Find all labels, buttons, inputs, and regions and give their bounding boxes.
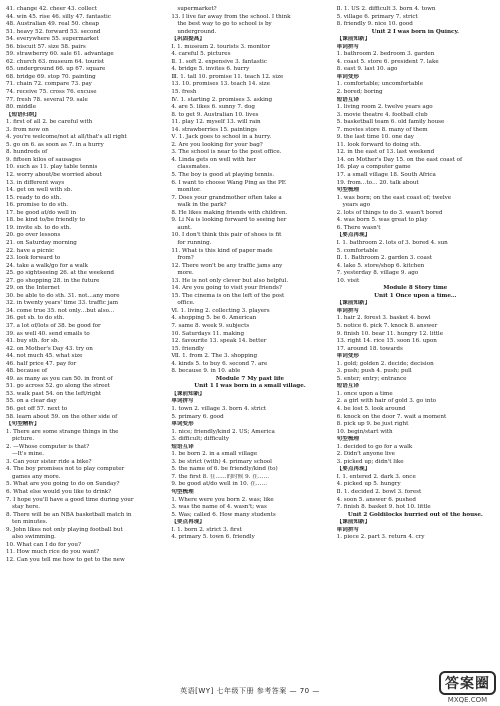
answer-line: 1. once upon a time: [336, 390, 393, 397]
section-label: 单词变形: [171, 421, 194, 428]
answer-line: 1. gold; golden 2. decide; decision: [336, 360, 434, 367]
answer-line: underground.: [177, 28, 217, 35]
answer-line: 9. Li Na is looking forward to seeing her: [171, 217, 287, 224]
answer-line: Ⅳ. 1. starting 2. promises 3. asking: [171, 96, 273, 103]
answer-line: 1. be born 2. in a small village: [171, 451, 258, 458]
answer-line: 8. hundreds of: [6, 149, 48, 156]
answer-line: 11. How much rice do you want?: [6, 549, 100, 556]
answer-line: stay here.: [12, 504, 41, 511]
answer-line: 5. What are you going to do on Sunday?: [6, 481, 120, 488]
answer-line: 62. church 63. museum 64. tourist: [6, 58, 105, 65]
answer-line: 8. east 9. last 10. ago: [336, 66, 398, 73]
answer-line: monitor.: [177, 187, 201, 194]
answer-line: 54. everywhere 55. supermarket: [6, 36, 99, 43]
answer-line: 23. look forward to: [6, 255, 61, 262]
answer-line: 46. half price 47. pay for: [6, 360, 77, 367]
answer-line: 4. are 5. likes 6. sunny 7. dog: [171, 104, 255, 111]
unit-heading: Unit 2 I was born in Quincy.: [371, 28, 460, 35]
answer-line: for running.: [177, 239, 212, 246]
answer-line: 41. change 42. cheer 43. collect: [6, 6, 97, 12]
answer-line: 12. favourite 13. speak 14. better: [171, 338, 267, 345]
answer-line: 14. Are you going to visit your friends?: [171, 285, 282, 292]
answer-line: the best way to go to school is by: [177, 21, 272, 28]
answer-line: 6. I want to choose Wang Ping as the PE: [171, 179, 286, 186]
section-label: 【课前知新】: [171, 390, 205, 397]
answer-line: 1. town 2. village 3. born 4. strict: [171, 405, 267, 412]
answer-line: 59. strawberry 60. sale 61. advantage: [6, 51, 114, 58]
section-label: 【课前知新】: [336, 300, 371, 307]
answer-line: 4. The boy promises not to play computer: [6, 466, 125, 473]
answer-line: 3. push; push 4. push; pull: [336, 368, 412, 375]
unit-heading: Module 7 My past life: [215, 375, 285, 382]
section-label: 【课前知新】: [336, 36, 371, 43]
answer-line: 7. the first 8. 在……的时候 9. 在……: [171, 473, 270, 480]
answer-line: 44. win 45. rise 46. silly 47. fantastic: [6, 13, 111, 20]
answer-line: 29. on the Internet: [6, 285, 60, 292]
answer-line: 56. biscuit 57. size 58. pairs: [6, 43, 86, 50]
answer-line: 13. He is not only clever but also helpful.: [171, 277, 289, 284]
answer-line: 68. bridge 69. stop 70. painting: [6, 73, 96, 80]
unit-heading: Unit 2 Goldilocks hurried out of the house.: [347, 511, 483, 518]
answer-line: 77. fresh 78. several 79. sale: [6, 96, 88, 103]
columns-container: [6, 6, 494, 676]
answer-line: 12. Can you tell me how to get to the new: [6, 556, 125, 563]
section-label: 【要点再现】: [171, 519, 205, 526]
answer-line: 13. I live far away from the school. I think: [171, 13, 291, 20]
section-label: 单词变形: [336, 353, 360, 360]
answer-line: 4. careful 5. pictures: [171, 51, 231, 58]
answer-line: 3. The school is near to the post office.: [171, 149, 282, 156]
section-label: 单词拼写: [336, 43, 360, 50]
answer-line: 51. go across 52. go along the street: [6, 383, 110, 390]
answer-line: 36. get sb. to do sth.: [6, 315, 65, 322]
section-label: 短语互译: [336, 383, 360, 390]
section-label: 句型梳理: [171, 489, 194, 495]
unit-heading: Unit 1 Once upon a time…: [374, 292, 457, 299]
answer-line: 4. lake 5. store/shop 6. kitchen: [336, 262, 425, 269]
answer-line: 15. The cinema is on the left of the post: [171, 292, 285, 299]
answer-line: 13. right 14. rice 15. soon 16. upon: [336, 338, 437, 345]
answer-line: 5. village 6. primary 7. strict: [336, 13, 418, 20]
answer-line: 49. as many as you can 50. in front of: [6, 375, 113, 382]
answer-line: 10. I don't think this pair of shoes is fit: [171, 232, 282, 239]
answer-line: 6. There wasn't: [336, 224, 381, 231]
answer-line: 9. the last time 10. one day: [336, 134, 414, 141]
answer-line: Ⅱ. 1. decided 2. bowl 3. forest: [336, 489, 422, 495]
answer-line: 11. What is this kind of paper made: [171, 247, 273, 254]
answer-line: 2. Are you looking for your bag?: [171, 141, 263, 148]
answer-line: 8. friendly 9. nice 10. good: [336, 21, 413, 28]
answer-line: 13. 10. promises 13. teach 14. size: [171, 81, 270, 88]
answer-line: 8. because 9. in 10. able: [171, 368, 241, 375]
answer-line: office.: [177, 300, 195, 307]
section-label: 短语互译: [336, 96, 360, 103]
answer-line: 65. underground 66. up 67. square: [6, 66, 106, 73]
answer-line: Ⅶ. 1. from 2. The 3. shopping: [171, 353, 258, 360]
answer-line: 10. begin/start with: [336, 428, 393, 435]
answer-line: 15. friendly: [171, 345, 204, 352]
answer-line: 34. come true 35. not only…but also…: [6, 307, 115, 314]
answer-line: 3. from now on: [6, 126, 49, 133]
section-label: 【要点再现】: [336, 232, 371, 239]
answer-line: 4. bridge 5. invites 6. hurry: [171, 66, 250, 73]
answer-line: 1. piece 2. part 3. return 4. cry: [336, 534, 425, 541]
answer-line: 4. picked up 5. hungry: [336, 481, 401, 488]
section-label: 短语互译: [171, 443, 194, 450]
unit-heading: Module 8 Story time: [383, 285, 448, 292]
answer-line: 19. invite sb. to do sth.: [6, 224, 71, 231]
answer-line: 30. be able to do sth. 31. not…any more: [6, 292, 120, 299]
answer-line: 2. a girl with hair of gold 3. go into: [336, 398, 437, 405]
answer-line: 4. be lost 5. look around: [336, 405, 406, 412]
answer-line: 5. The boy is good at playing tennis.: [171, 172, 275, 179]
answer-line: 41. buy sth. for sb.: [6, 338, 60, 345]
answer-line: 2. —Whose computer is that?: [6, 443, 90, 450]
section-label: 【短语归纳】: [6, 111, 40, 118]
section-label: 单词拼写: [336, 307, 360, 314]
answer-line: 6. What else would you like to drink?: [6, 489, 112, 495]
column-middle: [171, 6, 328, 676]
answer-line: 1. was born; on the east coast of; twelve: [336, 194, 452, 201]
answer-line: 55. on a clear day: [6, 398, 57, 405]
answer-line: 7. I hope you'll have a good time during your: [6, 496, 134, 503]
answer-line: Ⅵ. 1. living 2. collecting 3. players: [171, 307, 270, 314]
answer-line: 4. shopping 5. be 6. American: [171, 315, 257, 322]
answer-line: 44. not much 45. what size: [6, 353, 83, 360]
answer-line: 8. to get 9. Australian 10. lives: [171, 111, 259, 118]
answer-line: 53. walk past 54. on the left/right: [6, 390, 102, 397]
answer-line: 1. hair 2. forest 3. basket 4. bowl: [336, 315, 431, 322]
answer-line: 9. finish 10. bear 11. hungry 12. little: [336, 330, 444, 337]
answer-line: 9. be good at/do well in 10. 在……: [171, 481, 268, 488]
answer-line: 24. take a walk/go for a walk: [6, 262, 89, 269]
answer-line: 5. primary 6. good: [171, 413, 224, 420]
section-label: 句型梳理: [336, 187, 360, 194]
answer-line: walk in the park?: [177, 202, 227, 209]
answer-line: 15. ready to do sth.: [6, 194, 62, 201]
answer-line: picture.: [12, 436, 35, 443]
answer-line: 1. living room 2. twelve years ago: [336, 104, 433, 111]
answer-line: 71. chain 72. compare 73. pay: [6, 81, 92, 88]
answer-line: 18. be kind to/be friendly to: [6, 217, 86, 224]
answer-line: 9. John likes not only playing football but: [6, 526, 123, 533]
answer-line: 3. be strict (with) 4. primary school: [171, 458, 272, 465]
answer-line: 39. as well 40. send emails to: [6, 330, 90, 337]
answer-line: 1. Where were you born 2. was; like: [171, 496, 274, 503]
page-footer: 英语[WY] 七年级下册 参考答案 — 70 —: [180, 687, 320, 695]
answer-line: Ⅰ. 1. entered 2. dark 3. once: [336, 473, 416, 480]
answer-line: 10. visit: [336, 277, 360, 284]
answer-line: 5. the name of 6. be friendly/kind (to): [171, 466, 278, 473]
answer-line: 4. kinds 5. to buy 6. second 7. are: [171, 360, 268, 367]
answer-line: 5. enter; entry; entrance: [336, 375, 407, 382]
answer-line: Ⅰ. 1. bathroom 2. lots of 3. bored 4. sun: [336, 239, 448, 246]
answer-line: 25. go sightseeing 26. at the weekend: [6, 270, 114, 277]
answer-line: 37. a lot of/lots of 38. be good for: [6, 322, 101, 329]
answer-line: 10. such as 11. play table tennis: [6, 164, 98, 171]
answer-line: ten minutes.: [12, 519, 48, 526]
answer-line: 2. lots of things to do 3. wasn't bored: [336, 209, 443, 216]
answer-line: 10. Saturdays 11. making: [171, 330, 245, 337]
answer-line: 17. around 18. towards: [336, 345, 403, 352]
section-label: 【要点再现】: [336, 466, 371, 473]
answer-line: 1. decided to go for a walk: [336, 443, 413, 450]
answer-line: 11. look forward to doing sth.: [336, 141, 421, 148]
column-right: [337, 6, 494, 676]
answer-line: 1. first of all 2. be careful with: [6, 119, 93, 126]
answer-line: Ⅲ. 1. tall 10. promise 11. teach 12. size: [171, 73, 284, 80]
answer-line: 3. movie theatre 4. football club: [336, 111, 428, 118]
answer-line: Ⅱ. 1. Bathroom 2. garden 3. coast: [336, 255, 432, 262]
watermark-logo: [439, 671, 496, 704]
answer-line: 12. in the east of 13. last weekend: [336, 149, 435, 156]
answer-line: also swimming.: [12, 534, 56, 541]
answer-line: supermarket?: [177, 6, 217, 12]
answer-line: 17. a small village 18. South Africa: [336, 172, 436, 179]
answer-line: 10. What can I do for you?: [6, 541, 81, 548]
answer-line: 3. Can your sister ride a bike?: [6, 458, 92, 465]
watermark-bottom-text: MXQE.COM: [447, 696, 488, 704]
answer-line: 19. from…to… 20. talk about: [336, 179, 419, 186]
answer-line: 3. was the name of 4. wasn't; was: [171, 504, 267, 511]
section-label: 【巩固提高】: [171, 36, 205, 43]
answer-line: Ⅰ. 1. born 2. strict 3. first: [171, 526, 242, 533]
section-label: 单词变形: [336, 73, 360, 80]
answer-line: 16. promise to do sth.: [6, 202, 68, 209]
answer-line: 8. There will be an NBA basketball match in: [6, 511, 132, 518]
answer-line: 1. There are some strange things in the: [6, 428, 119, 435]
answer-line: 1. nice; friendly/kind 2. US; America: [171, 428, 275, 435]
answer-line: 9. fifteen kilos of sausages: [6, 156, 82, 163]
answer-line: 16. play a computer game: [336, 164, 411, 171]
column-left: [6, 6, 163, 676]
answer-line: 22. have a picnic: [6, 247, 55, 254]
answer-line: 4. you're welcome/not at all/that's all right: [6, 134, 127, 141]
answer-line: 5. comfortable: [336, 247, 378, 254]
answer-line: 32. in twenty years' time 33. traffic jam: [6, 300, 119, 307]
answer-line: 21. on Saturday morning: [6, 239, 77, 246]
answer-line: 14. on Mother's Day 15. on the east coast of: [336, 156, 463, 163]
answer-line: 48. Australian 49. real 50. cheap: [6, 21, 99, 28]
answer-line: 5. Was; called 6. How many students: [171, 511, 276, 518]
answer-line: 1. comfortable; uncomfortable: [336, 81, 423, 88]
answer-line: 2. Didn't anyone live: [336, 451, 395, 458]
answer-line: 11. play 12. myself 13. will rain: [171, 119, 261, 126]
watermark-top-text: 答案圈: [439, 671, 496, 695]
answer-line: 58. learn about 59. on the other side of: [6, 413, 118, 420]
answer-line: 13. in different ways: [6, 179, 65, 186]
answer-line: 4. primary 5. town 6. friendly: [171, 534, 255, 541]
answer-line: —It's mine.: [12, 451, 45, 458]
answer-line: 7. yesterday 8. village 9. ago: [336, 270, 419, 277]
answer-line: 51. heavy 52. forward 53. second: [6, 28, 101, 35]
unit-heading: Unit 1 I was born in a small village.: [194, 383, 306, 390]
answer-line: 20. go over lessons: [6, 232, 61, 239]
answer-line: 15. fresh: [171, 89, 197, 96]
answer-line: 56. get off 57. next to: [6, 405, 68, 412]
section-label: 单词拼写: [171, 398, 194, 405]
answer-line: 4. was born 5. was great to play: [336, 217, 428, 224]
answer-line: 7. finish 8. basket 9. hot 10. little: [336, 504, 431, 511]
section-label: 句型梳理: [336, 436, 360, 443]
answer-line: 14. get on well with sb.: [6, 187, 73, 194]
answer-line: more.: [177, 270, 194, 277]
answer-line: aunt.: [177, 224, 192, 231]
answer-line: 12. worry about/be worried about: [6, 172, 102, 179]
answer-line: 3. difficult; difficulty: [171, 436, 230, 443]
answer-line: 5. go on 6. as soon as 7. in a hurry: [6, 141, 104, 148]
answer-line: 12. There won't be any traffic jams any: [171, 262, 283, 269]
answer-line: 3. picked up; didn't like: [336, 458, 404, 465]
answer-line: 27. go shopping 28. in the future: [6, 277, 100, 284]
section-label: 【句型精析】: [6, 421, 40, 428]
answer-line: 7. same 8. week 9. subjects: [171, 322, 250, 329]
answer-line: 1. bathroom 2. bedroom 3. garden: [336, 51, 435, 58]
answer-line: 5. basketball team 6. old family house: [336, 119, 445, 126]
answer-line: 7. Does your grandmother often take a: [171, 194, 282, 201]
answer-line: 2. bored; boring: [336, 89, 383, 96]
answer-line: 4. soon 5. answer 6. pushed: [336, 496, 416, 503]
answer-line: from?: [177, 255, 194, 262]
answer-line: 6. knock on the door 7. wait a moment: [336, 413, 447, 420]
answer-line: 8. pick up 9. be just right: [336, 421, 409, 428]
answer-line: 4. coast 5. store 6. president 7. lake: [336, 58, 439, 65]
answer-line: Ⅱ. 1. soft 2. expensive 3. fantastic: [171, 58, 267, 65]
answer-line: 14. strawberries 15. paintings: [171, 126, 257, 133]
section-label: 【课前知新】: [336, 519, 371, 526]
answer-line: 42. on Mother's Day 43. try on: [6, 345, 93, 352]
answer-line: 48. because of: [6, 368, 48, 375]
section-label: 单词拼写: [336, 526, 360, 533]
answer-line: 5. notice 6. pick 7. knock 8. answer: [336, 322, 438, 329]
answer-line: Ⅴ. 1. Jack goes to school in a hurry.: [171, 134, 272, 141]
answer-line: 17. be good at/do well in: [6, 209, 77, 216]
answer-line: years ago: [342, 202, 371, 209]
answer-line: 80. middle: [6, 104, 37, 111]
answer-line: 7. movies store 8. many of them: [336, 126, 428, 133]
answer-line: 74. receive 75. cross 76. excuse: [6, 89, 97, 96]
answer-line: Ⅱ. 1. US 2. difficult 3. born 4. town: [336, 6, 436, 12]
answer-line: classmates.: [177, 164, 211, 171]
answer-line: games any more.: [12, 473, 61, 480]
answer-line: 8. He likes making friends with children.: [171, 209, 288, 216]
answer-line: 4. Linda gets on well with her: [171, 156, 257, 163]
answer-line: Ⅰ. 1. museum 2. tourists 3. monitor: [171, 43, 271, 50]
